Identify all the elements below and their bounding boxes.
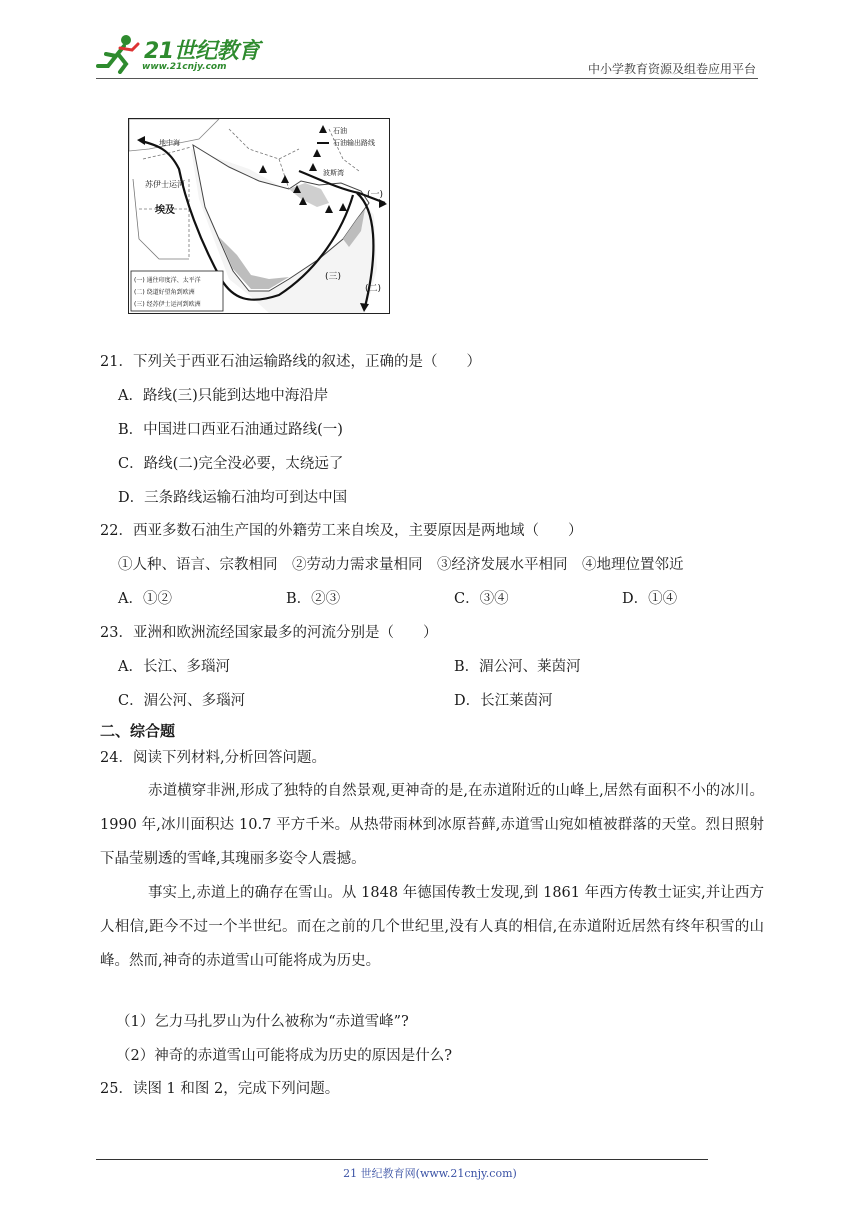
logo-text: 21世纪教育	[144, 39, 260, 64]
q21-option-c: C．路线(二)完全没必要，太绕远了	[118, 456, 344, 472]
section-heading: 二、综合题	[100, 722, 176, 740]
q24-subquestion-1: （1）乞力马扎罗山为什么被称为“赤道雪峰”?	[116, 1014, 409, 1030]
q23-option-d: D．长江莱茵河	[454, 693, 553, 709]
label-mediterranean: 地中海	[159, 139, 180, 147]
q22-option-a: A．①②	[118, 591, 172, 607]
label-route-1: (一)	[367, 190, 384, 200]
q21-option-b: B．中国进口西亚石油通过路线(一)	[118, 422, 343, 438]
label-egypt: 埃及	[155, 205, 175, 216]
header-divider	[96, 78, 758, 79]
runner-logo-icon	[96, 32, 144, 74]
route-key-3: (三) 经苏伊士运河到欧洲	[134, 301, 201, 308]
legend-oil-label: 石油	[333, 127, 347, 135]
west-asia-oil-route-map	[128, 118, 390, 314]
label-route-2: (二)	[365, 284, 382, 294]
label-persian-gulf: 波斯湾	[323, 169, 344, 177]
q21-option-d: D．三条路线运输石油均可到达中国	[118, 490, 348, 506]
question-25-stem: 25．读图 1 和图 2，完成下列问题。	[100, 1081, 340, 1097]
page-header	[96, 28, 758, 78]
q22-statements: ①人种、语言、宗教相同 ②劳动力需求量相同 ③经济发展水平相同 ④地理位置邻近	[118, 557, 684, 573]
q24-subquestion-2: （2）神奇的赤道雪山可能将成为历史的原因是什么?	[116, 1048, 452, 1064]
question-24-stem: 24．阅读下列材料,分析回答问题。	[100, 750, 327, 766]
route-key-2: (二) 绕道好望角到欧洲	[134, 289, 195, 296]
q24-paragraph-1: 赤道横穿非洲,形成了独特的自然景观,更神奇的是,在赤道附近的山峰上,居然有面积不小的冰川。1990 年,冰川面积达 10.7 平方千米。从热带雨林到冰原苔藓,赤道雪山宛如植被群落的天堂。烈日照射下晶莹剔透的雪峰,其瑰丽多姿令人震撼。	[100, 783, 764, 867]
route-key-1: (一) 通往印度洋、太平洋	[134, 277, 201, 284]
site-logo	[96, 32, 266, 74]
footer-divider	[96, 1159, 708, 1160]
q22-option-b: B．②③	[286, 591, 341, 607]
q24-paragraph-2: 事实上,赤道上的确存在雪山。从 1848 年德国传教士发现,到 1861 年西方传教士证实,并让西方人相信,距今不过一个半世纪。而在之前的几个世纪里,没有人真的相信,在赤道附近居然有终年积雪的山峰。然而,神奇的赤道雪山可能将成为历史。	[100, 885, 764, 969]
question-23-stem: 23．亚洲和欧洲流经国家最多的河流分别是（ ）	[100, 625, 438, 641]
label-suez-canal: 苏伊士运河	[145, 180, 185, 189]
q22-option-c: C．③④	[454, 591, 509, 607]
legend-route-label: 石油输出路线	[333, 139, 375, 147]
q23-option-c: C．湄公河、多瑙河	[118, 693, 246, 709]
q22-option-d: D．①④	[622, 591, 678, 607]
label-route-3: (三)	[325, 272, 342, 282]
question-22-stem: 22．西亚多数石油生产国的外籍劳工来自埃及，主要原因是两地域（ ）	[100, 523, 583, 539]
page-footer: 21 世纪教育网(www.21cnjy.com)	[343, 1167, 517, 1180]
logo-url: www.21cnjy.com	[142, 62, 227, 72]
platform-name: 中小学教育资源及组卷应用平台	[587, 62, 756, 76]
oil-legend-icon	[319, 125, 327, 133]
q21-option-a: A．路线(三)只能到达地中海沿岸	[118, 388, 329, 404]
question-21-stem: 21．下列关于西亚石油运输路线的叙述，正确的是（ ）	[100, 354, 481, 370]
q23-option-a: A．长江、多瑙河	[118, 659, 230, 675]
q23-option-b: B．湄公河、莱茵河	[454, 659, 581, 675]
